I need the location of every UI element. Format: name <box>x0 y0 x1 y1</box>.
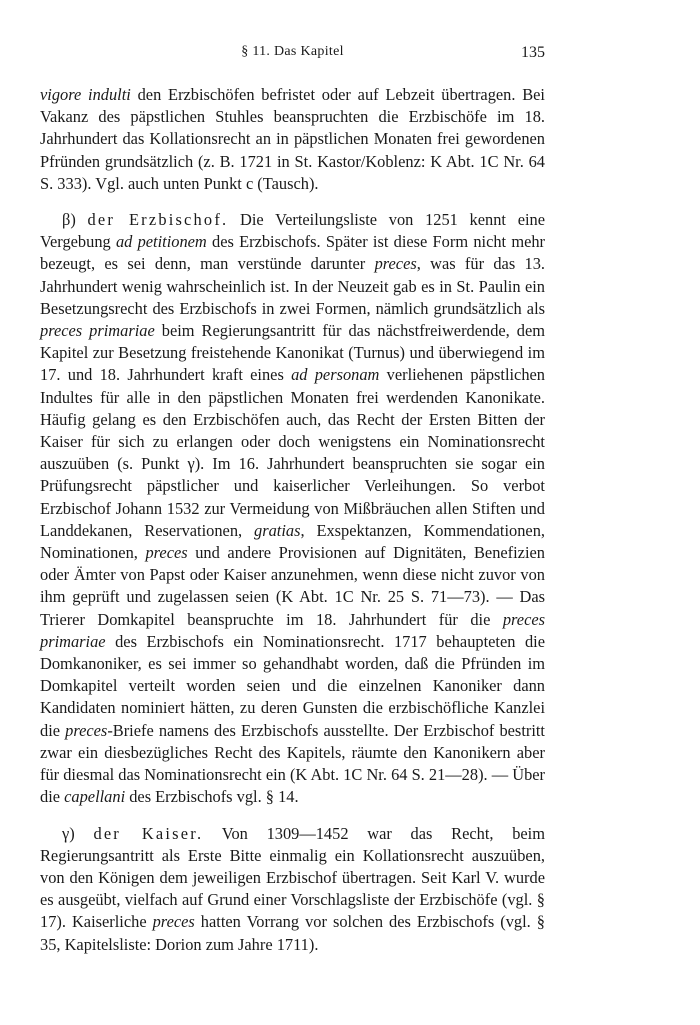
main-text <box>40 84 545 956</box>
section-heading: der Erzbischof. <box>87 210 229 230</box>
paragraph-text: den Erzbischöfen befristet oder auf Lebzeit übertragen. Bei Vakanz des päpstlichen Stuhles beanspruchten die Erzbischöfe im 18. Jahrhundert das Kollationsrecht an in päpstlichen Monaten frei gewordenen Pfründen grundsätzlich (z. B. 1721 in St. Kastor/Koblenz: K Abt. 1C Nr. 64 S. 333). Vgl. auch unten Punkt c (Tausch). <box>40 85 545 193</box>
paragraph-text: verliehenen päpstlichen Indultes für alle in den päpstlichen Monaten frei werdenden Kanonikate. Häufig gelang es den Erzbischöfen auch, das Recht der Ersten Bitten der Kaiser für sich zu erlangen oder doch wenigstens ein Nominationsrecht auszuüben (s. Punkt γ). Im 16. Jahrhundert beanspruchten sie sogar ein Prüfungsrecht päpstlicher und kaiserlicher Verleihungen. So verbot Erzbischof Johann 1532 zur Vermeidung von Mißbräuchen allen Stiften und Landdekanen, Reservationen, <box>40 365 545 540</box>
page-header <box>40 44 545 72</box>
paragraph-text: hatten Vorrang vor solchen des Erzbischofs (vgl. § 35, Kapitelsliste: Dorion zum Jahre 1711). <box>40 912 545 954</box>
italic-term: preces primariae <box>40 609 545 651</box>
paragraph-text: Die Verteilungsliste von 1251 kennt eine Vergebung <box>40 210 545 252</box>
italic-term: preces <box>65 720 108 740</box>
paragraph-text: des Erzbischofs vgl. § 14. <box>125 787 299 807</box>
page-number: 135 <box>521 44 545 61</box>
paragraph-vigore-indulti <box>40 84 545 195</box>
italic-term: ad personam <box>291 365 380 385</box>
paragraph-kaiser <box>40 823 545 956</box>
italic-term: capellani <box>64 787 126 807</box>
italic-term: preces <box>152 912 195 932</box>
paragraph-text: beim Regierungsantritt für das nächstfreiwerdende, dem Kapitel zur Besetzung freistehende Kanonikat (Turnus) und überwiegend im 17. und 18. Jahrhundert kraft eines <box>40 321 545 385</box>
paragraph-erzbischof <box>40 209 545 808</box>
paragraph-text: -Briefe namens des Erzbischofs ausstellte. Der Erzbischof bestritt zwar ein diesbezügliches Recht des Kapitels, räumte den Kanonikern aber für diesmal das Nominationsrecht ein (K Abt. 1C Nr. 64 S. 21—28). — Über die <box>40 720 545 807</box>
running-title: § 11. Das Kapitel <box>241 44 344 59</box>
section-heading: der Kaiser. <box>93 823 204 843</box>
italic-term: preces primariae <box>40 321 155 341</box>
paragraph-text: , was für das 13. Jahrhundert wenig wahrscheinlich ist. In der Neuzeit gab es in St. Paulin ein Besetzungsrecht des Erzbischofs in zwei Formen, nämlich grundsätzlich als <box>40 254 545 318</box>
paragraph-text: Von 1309—1452 war das Recht, beim Regierungsantritt als Erste Bitte einmalig ein Kollationsrecht auszuüben, von den Königen dem jeweiligen Erzbischof übertragen. Seit Karl V. wurde es ausgeübt, vielfach auf Grund einer Vorschlagsliste der Erzbischöfe (vgl. § 17). Kaiserliche <box>40 823 545 932</box>
paragraph-text: und andere Provisionen auf Dignitäten, Benefizien oder Ämter von Papst oder Kaiser anzunehmen, wenn diese nicht zuvor von ihm geprüft und zugelassen seien (K Abt. 1C Nr. 25 S. 71—73). — Das Trierer Domkapitel beanspruchte im 18. Jahrhundert für die <box>40 543 545 629</box>
paragraph-text: des Erzbischofs ein Nominationsrecht. 1717 behaupteten die Domkanoniker, es sei immer so gehandhabt worden, daß die Pfründen im Domkapitel verteilt worden seien und die einzelnen Kanoniker dann Kandidaten nominiert hätten, zu deren Gunsten die erzbischöfliche Kanzlei die <box>40 631 545 740</box>
paragraph-text: des Erzbischofs. Später ist diese Form nicht mehr bezeugt, es sei denn, man verstünde darunter <box>40 232 546 274</box>
section-marker: γ) <box>62 823 75 843</box>
italic-term: preces <box>374 254 417 274</box>
italic-term: vigore indulti <box>40 85 131 104</box>
italic-term: ad petitionem <box>115 232 207 252</box>
italic-term: gratias <box>254 520 301 540</box>
italic-term: preces <box>145 543 188 563</box>
section-marker: β) <box>62 210 76 230</box>
paragraph-text: , Exspektanzen, Kommendationen, Nominationen, <box>40 520 545 563</box>
